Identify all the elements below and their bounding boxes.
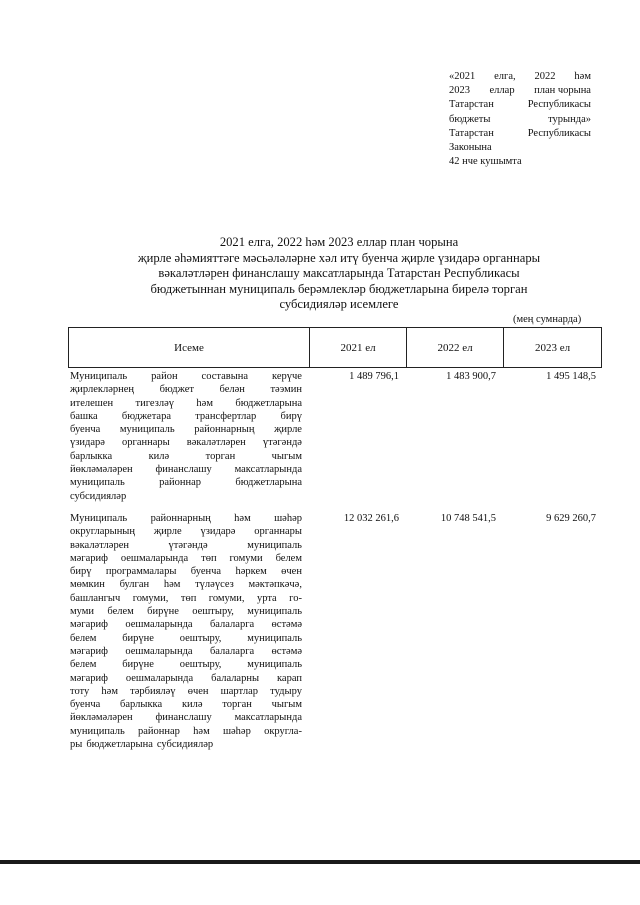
- header-name: Исеме: [174, 341, 204, 354]
- row-name-line: [70, 645, 302, 658]
- appendix-word: еллар: [489, 85, 515, 97]
- row-name-word: барлыкка: [70, 450, 113, 462]
- row-name-word: бюджетара: [121, 410, 171, 422]
- row-name-line: [70, 685, 302, 698]
- row-name-word: җирле: [153, 526, 182, 538]
- row-name-word: бирүне: [147, 606, 179, 618]
- row-name-word: үзидарә: [70, 437, 105, 449]
- row-name-word: оештыру,: [192, 606, 234, 618]
- appendix-line: [449, 70, 591, 84]
- row-name-line: [70, 512, 302, 525]
- row-name-word: үтәгәндә: [168, 539, 208, 551]
- row-name-line: [70, 436, 302, 449]
- row-name-word: тоту: [70, 685, 90, 697]
- value-2022: 1 483 900,7: [446, 371, 496, 382]
- row-name-line: [70, 592, 302, 605]
- row-name-word: гомуми,: [132, 592, 169, 604]
- row-name-word: җирле: [274, 424, 302, 436]
- appendix-word: һәм: [574, 71, 591, 82]
- row-name-word: районнар: [159, 477, 202, 489]
- row-name-word: го-: [289, 592, 302, 604]
- row-name-line: [70, 605, 302, 618]
- row-name-word: тәэмин: [270, 384, 302, 396]
- row-name-word: өчен: [281, 566, 302, 578]
- row-name-word: оештыру,: [179, 659, 222, 671]
- row-name-line: [70, 539, 302, 552]
- row-name-word: шәһәр: [222, 725, 251, 737]
- row-name-word: бюджетларына: [86, 739, 153, 751]
- scan-edge-bar: [0, 860, 640, 864]
- row-name-line: [70, 525, 302, 538]
- row-name-word: максатларында: [234, 712, 302, 724]
- row-name-word: мәктәпкәчә,: [248, 579, 302, 591]
- appendix-word: Законына: [449, 142, 492, 154]
- appendix-line: [449, 98, 591, 112]
- row-name-word: һәркем: [235, 566, 267, 578]
- row-name-word: торган: [205, 450, 236, 462]
- row-name-word: бирү: [280, 410, 302, 422]
- row-name-line: [70, 738, 302, 751]
- row-name-line: [70, 711, 302, 724]
- row-name-word: бирүне: [122, 632, 154, 644]
- row-name-word: оешмаларында: [125, 645, 193, 657]
- row-name-word: финанслашу: [155, 464, 212, 476]
- row-name-word: булган: [119, 579, 150, 591]
- row-name-word: районнар: [138, 725, 180, 737]
- row-name-word: мәгариф: [70, 645, 108, 657]
- title-line: җирле әһәмияттәге мәсьәләләрне хәл итү буенча җирле үзидарә органнары: [137, 250, 541, 265]
- row-name-line: [70, 463, 302, 476]
- row-name-line: [70, 423, 302, 436]
- appendix-word: план чорына: [534, 85, 591, 97]
- row-name-word: муниципаль: [247, 606, 302, 618]
- row-name-word: йөкләмәләрен: [70, 712, 133, 724]
- row-name-word: район: [151, 371, 178, 382]
- row-name-line: [70, 672, 302, 685]
- row-name-word: белем: [70, 659, 97, 671]
- row-name-word: гомуми: [229, 552, 263, 564]
- appendix-word: 42 нче кушымта: [449, 156, 522, 168]
- appendix-word: Республикасы: [527, 127, 591, 139]
- title-line: вәкаләтләрен финанслашу максатларында Татарстан Республикасы: [158, 266, 520, 281]
- table-row: [68, 370, 602, 503]
- row-name-line: [70, 725, 302, 738]
- row-name-word: һәм: [196, 397, 213, 409]
- row-name-word: муниципаль: [247, 632, 302, 644]
- row-name-word: муми: [70, 606, 95, 618]
- table-row: [68, 512, 602, 751]
- row-name-word: мәгариф: [70, 619, 108, 631]
- row-name-word: тигезләү: [135, 397, 175, 409]
- row-name-word: урта: [256, 592, 277, 604]
- row-name-line: [70, 490, 302, 503]
- row-name-line: [70, 565, 302, 578]
- row-name-word: максатларында: [234, 464, 302, 476]
- row-name-word: оешмаларында: [125, 619, 193, 631]
- row-name-word: һәм: [101, 685, 118, 697]
- row-name-word: чыгым: [271, 699, 302, 711]
- row-name-word: балаларга: [209, 619, 255, 631]
- row-name-word: округла-: [264, 725, 302, 737]
- row-name-word: түләүсез: [195, 579, 234, 591]
- row-name-line: [70, 578, 302, 591]
- row-name-line: [70, 698, 302, 711]
- header-2022: 2022 ел: [406, 328, 503, 367]
- row-name-word: мөмкин: [70, 579, 105, 591]
- appendix-line: [449, 155, 591, 169]
- title-line: субсидияләр исемлеге: [279, 297, 399, 312]
- row-name-word: субсидияләр: [70, 490, 127, 502]
- row-name-word: субсидияләр: [156, 739, 214, 751]
- appendix-word: Татарстан: [449, 127, 494, 139]
- row-name-word: бирү: [70, 566, 92, 578]
- row-name-word: килә: [148, 450, 170, 462]
- row-name-word: оешмаларында: [125, 672, 194, 684]
- row-name-word: һәм: [234, 513, 251, 524]
- row-name-line: [70, 632, 302, 645]
- row-name-line: [70, 476, 302, 489]
- title-line: бюджетыннан муниципаль берәмлекләр бюджетларына бирелә торган: [150, 281, 528, 296]
- row-name-word: үзидарә: [200, 526, 236, 538]
- appendix-word: «2021: [449, 71, 476, 82]
- row-name-word: бюджетларына: [235, 397, 302, 409]
- row-name-word: керүче: [272, 371, 302, 382]
- row-name-word: йөкләмәләрен: [70, 464, 133, 476]
- row-name-word: чыгым: [271, 450, 302, 462]
- row-name-word: һәм: [193, 725, 210, 737]
- row-name-word: мәгариф: [70, 552, 108, 564]
- row-name-line: [70, 658, 302, 671]
- row-name: [68, 370, 308, 503]
- document-title: [98, 235, 580, 313]
- row-name-word: буенча: [70, 699, 101, 711]
- row-name-line: [70, 397, 302, 410]
- row-name-word: белән: [219, 384, 245, 396]
- appendix-word: Республикасы: [527, 99, 591, 111]
- row-name-word: өчен: [187, 685, 209, 697]
- row-name-word: мәгариф: [70, 672, 108, 684]
- row-name-word: балаларны: [211, 672, 260, 684]
- row-name-word: бюджетларына: [235, 477, 302, 489]
- row-name-word: буенча: [190, 566, 222, 578]
- row-name-word: башлангыч: [70, 592, 121, 604]
- row-name-word: органнары: [122, 437, 170, 449]
- row-name-word: муниципаль: [119, 424, 175, 436]
- row-name-word: ителешен: [70, 397, 114, 409]
- row-name-word: тудыру: [270, 685, 302, 697]
- row-name-word: төп: [201, 552, 217, 564]
- row-name-line: [70, 383, 302, 396]
- row-name-word: өстәмә: [271, 619, 302, 631]
- row-name-word: вәкаләтләрен: [186, 437, 246, 449]
- row-name-word: программалары: [105, 566, 177, 578]
- appendix-line: [449, 113, 591, 127]
- row-name-word: бюджет: [159, 384, 194, 396]
- row-name-word: финанслашу: [155, 712, 212, 724]
- row-name-word: һәм: [163, 579, 181, 591]
- row-name-line: [70, 450, 302, 463]
- row-name-word: килә: [181, 699, 203, 711]
- row-name-word: муниципаль: [70, 725, 125, 737]
- row-name-word: районнарның: [150, 513, 211, 524]
- row-name-word: трансфертлар: [195, 410, 257, 422]
- row-name-word: белем: [275, 552, 302, 564]
- row-name: [68, 512, 308, 751]
- row-name-word: торган: [222, 699, 252, 711]
- row-name-word: ры: [70, 739, 83, 751]
- row-name-word: шәһәр: [274, 513, 302, 524]
- row-name-word: муниципаль: [247, 539, 302, 551]
- row-name-line: [70, 618, 302, 631]
- title-line: 2021 елга, 2022 һәм 2023 еллар план чорына: [219, 235, 459, 249]
- appendix-line: [449, 127, 591, 141]
- row-name-word: шартлар: [220, 685, 258, 697]
- row-name-word: муниципаль: [70, 477, 125, 489]
- row-name-word: Муниципаль: [70, 513, 128, 524]
- row-name-word: вәкаләтләрен: [70, 539, 129, 551]
- appendix-word: турында»: [548, 113, 591, 125]
- row-name-line: [70, 370, 302, 383]
- appendix-line: [449, 141, 591, 155]
- row-name-word: районнарның: [194, 424, 255, 436]
- row-name-word: өстәмә: [271, 645, 302, 657]
- row-name-word: гомуми,: [208, 592, 245, 604]
- appendix-word: Татарстан: [449, 99, 494, 111]
- row-name-word: белем: [70, 632, 97, 644]
- row-name-word: җирлекләрнең: [70, 384, 135, 396]
- row-name-word: муниципаль: [247, 659, 302, 671]
- row-name-word: составына: [201, 371, 249, 382]
- row-name-word: органнары: [254, 526, 302, 538]
- row-name-word: тәрбияләү: [130, 685, 176, 697]
- appendix-note: [449, 70, 591, 169]
- row-name-word: карап: [276, 672, 302, 684]
- row-name-line: [70, 410, 302, 423]
- appendix-word: бюджеты: [449, 113, 491, 125]
- row-name-word: башка: [70, 410, 98, 422]
- appendix-line: [449, 84, 591, 98]
- header-2023: 2023 ел: [503, 328, 601, 367]
- appendix-word: елга,: [494, 71, 516, 82]
- row-name-word: округларының: [70, 526, 135, 538]
- row-name-word: үтәгәндә: [262, 437, 302, 449]
- value-2021: 12 032 261,6: [343, 513, 399, 524]
- row-name-word: буенча: [70, 424, 101, 436]
- row-name-word: төп: [180, 592, 197, 604]
- units-note: (мең сумнарда): [513, 314, 582, 325]
- row-name-word: оешмаларында: [120, 552, 189, 564]
- appendix-word: 2023: [449, 85, 470, 97]
- appendix-word: 2022: [534, 71, 556, 82]
- value-2023: 1 495 148,5: [546, 371, 596, 382]
- row-name-word: оештыру,: [179, 632, 222, 644]
- table-header: [68, 327, 602, 368]
- row-name-word: белем: [107, 606, 134, 618]
- header-2021: 2021 ел: [309, 328, 406, 367]
- row-name-word: барлыкка: [120, 699, 163, 711]
- row-name-line: [70, 552, 302, 565]
- row-name-word: Муниципаль: [70, 371, 128, 382]
- value-2023: 9 629 260,7: [546, 513, 596, 524]
- value-2021: 1 489 796,1: [349, 371, 399, 382]
- row-name-word: балаларга: [209, 645, 255, 657]
- value-2022: 10 748 541,5: [440, 513, 496, 524]
- row-name-word: бирүне: [122, 659, 154, 671]
